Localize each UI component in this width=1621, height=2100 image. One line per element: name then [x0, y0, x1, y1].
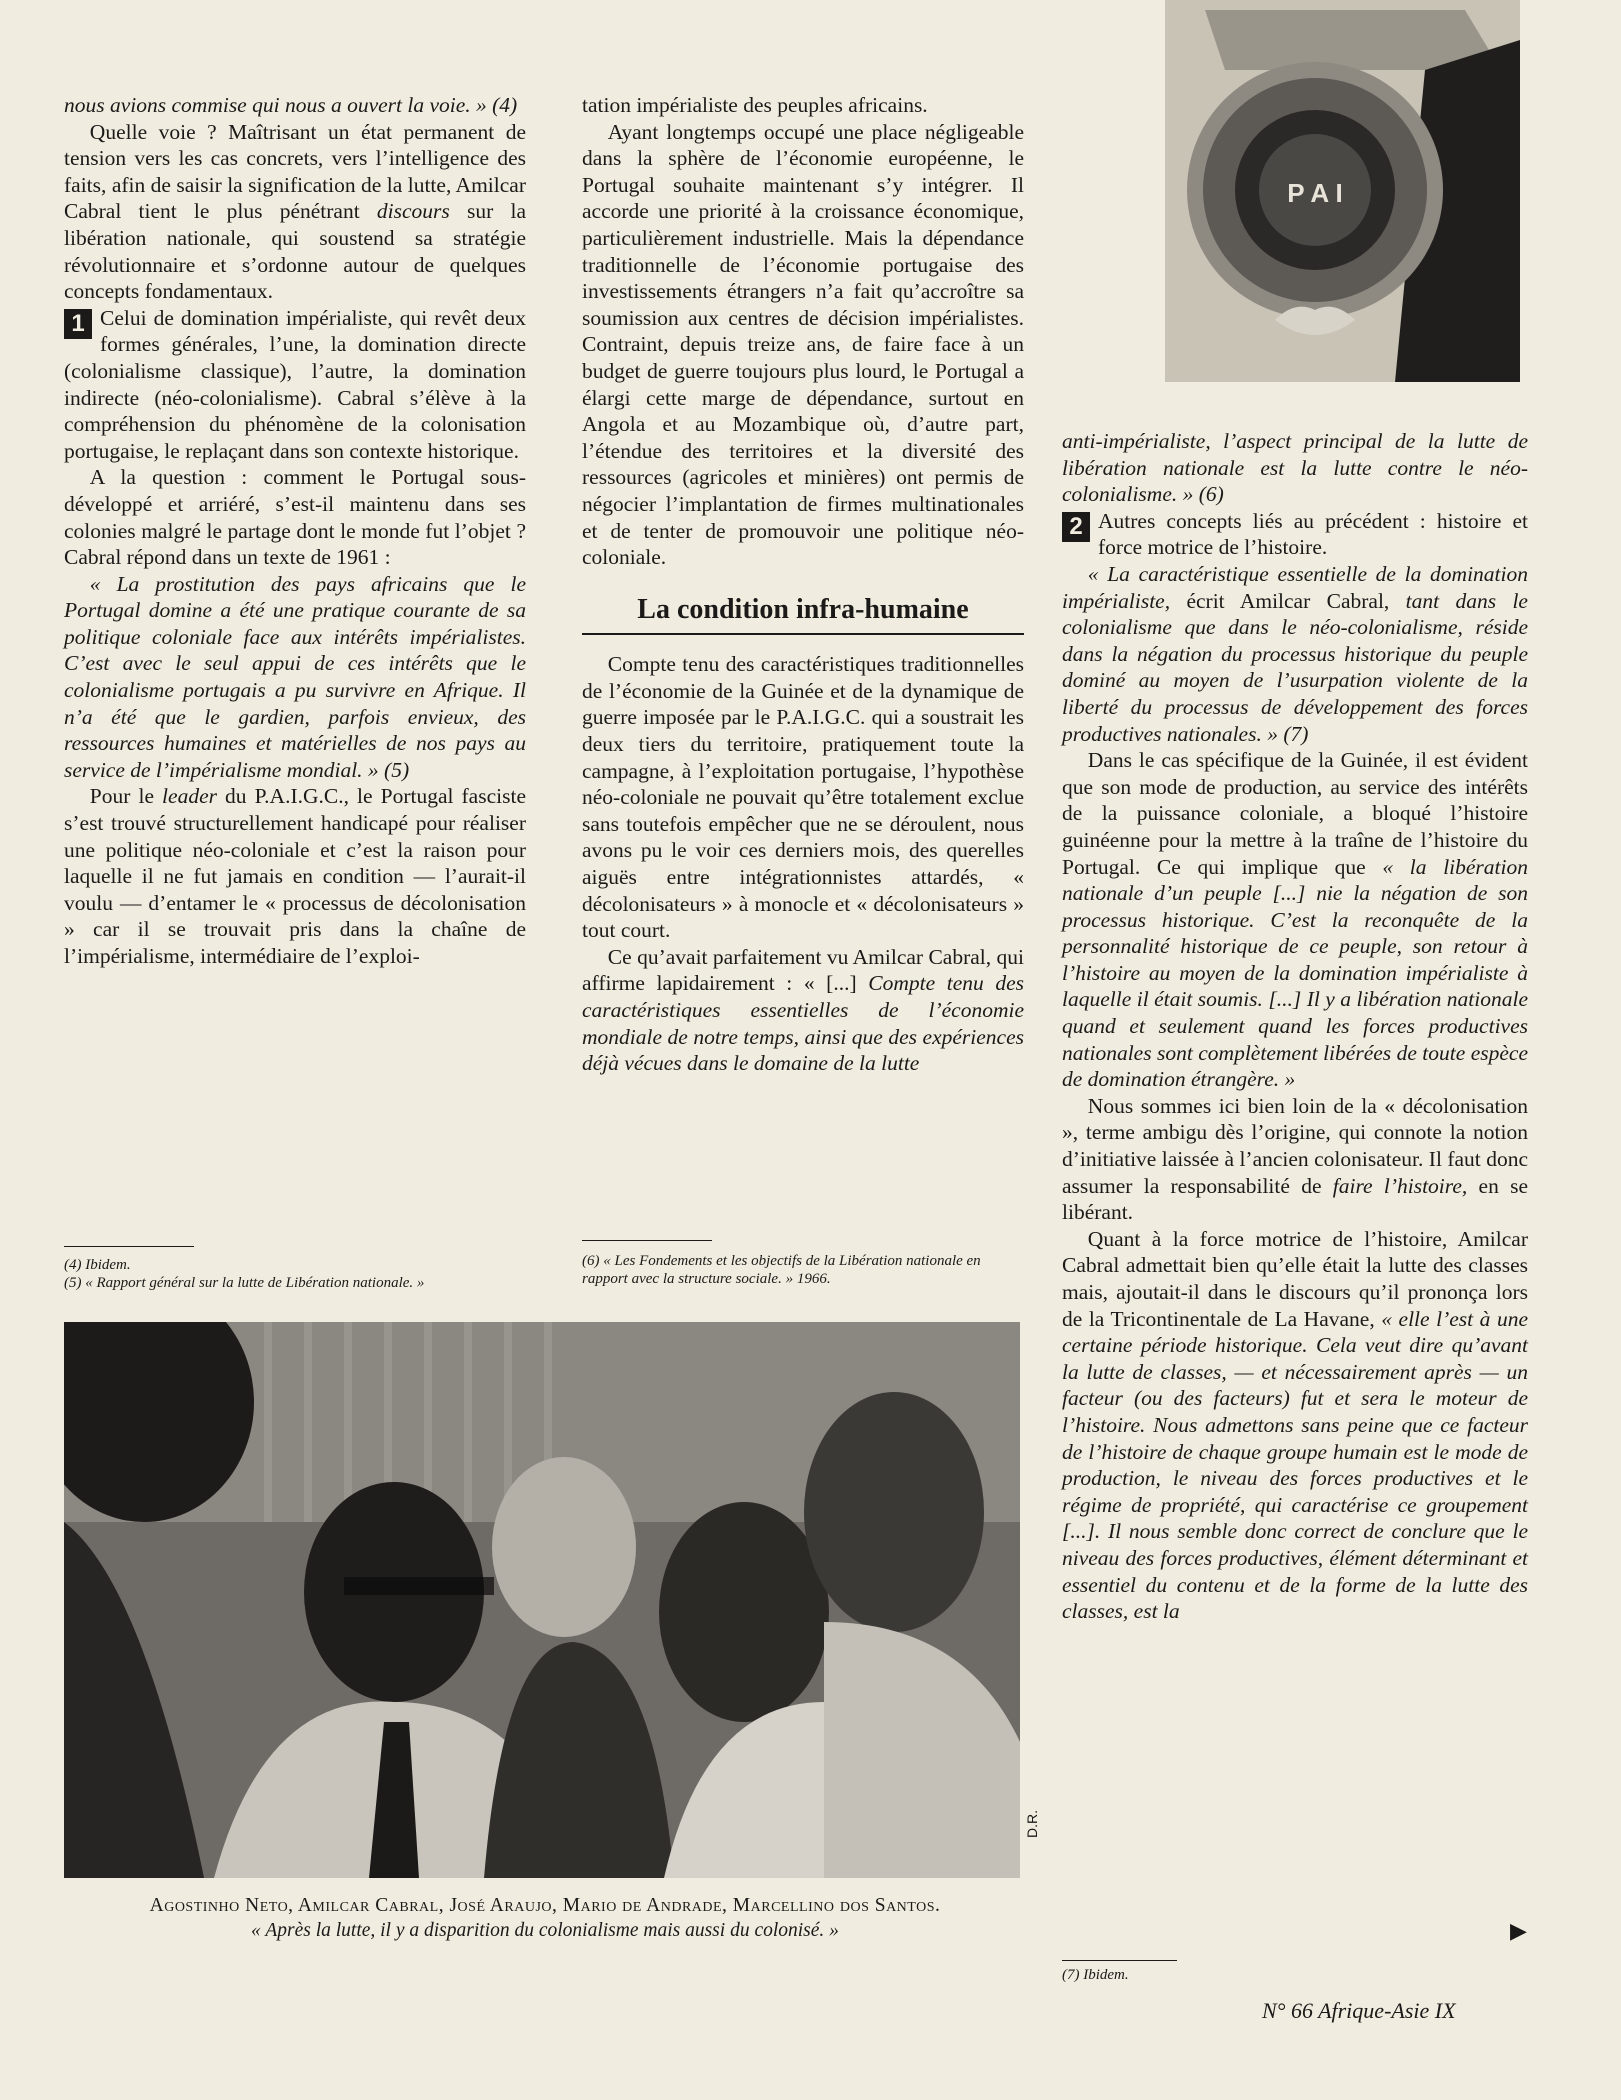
paragraph — [1062, 747, 1528, 1093]
caption-quote: « Après la lutte, il y a disparition du colonialisme mais aussi du colonisé. » — [251, 1920, 839, 1941]
quotation: anti-impérialiste, l’aspect principal de la lutte de libération nationale est la lutte contre le néo-colonialisme. » (6) — [1062, 429, 1528, 507]
party-emblem-photo — [1165, 0, 1520, 382]
text: Quant à la force motrice de l’histoire, Amilcar Cabral admettait bien qu’elle était la lutte des classes mais, ajoutait-il dans le discours qu’il prononça lors de la Tricontinentale de La Havane, — [1062, 1226, 1528, 1331]
text: en se libérant. — [1062, 1173, 1529, 1225]
footnote-rule — [64, 1246, 194, 1247]
paragraph: tation impérialiste des peuples africains. — [582, 93, 928, 117]
text-italic: Compte tenu des caractéristiques essentielles de l’économie mondiale de notre temps, ainsi que des expériences déjà vécues dans le domaine de la lutte — [582, 971, 1024, 1076]
paragraph-section-2 — [1062, 508, 1528, 561]
photo-caption — [100, 1893, 990, 1943]
caption-names: Agostinho Neto, Amilcar Cabral, José Araujo, Mario de Andrade, Marcellino dos Santos. — [149, 1895, 941, 1916]
page-folio: N° 66 Afrique-Asie IX — [1262, 1998, 1456, 2023]
paragraph — [1062, 561, 1528, 747]
emblem-center-text: P A I — [1287, 178, 1343, 208]
paragraph: Compte tenu des caractéristiques traditionnelles de l’économie de la Guinée et de la dynamique de guerre imposée par le P.A.I.G.C. qui a soustrait les deux tiers du territoire, pratiquement toute la campagne, à l’exploitation portugaise, l’hypothèse néo-coloniale ne pouvait qu’être totalement exclue sans toutefois empêcher que ne se déroulent, nous avons pu le voir ces derniers mois, des querelles aiguës entre intégrationnistes attardés, « décolonisateurs » à monocle et « décolonisateurs » tout court. — [582, 652, 1024, 943]
column-1 — [64, 92, 526, 970]
text: Autres concepts liés au précédent : histoire et force motrice de l’histoire. — [1098, 508, 1528, 560]
footnote-7: (7) Ibidem. — [1062, 1967, 1129, 1983]
text-italic: tant dans le colonialisme que dans le néo-colonialisme, réside dans la négation du processus historique du peuple dominé au moyen de l’usurpation violente de la liberté du processus de développement des forces productives nationales. » (7) — [1062, 588, 1528, 746]
text: Pour le — [89, 784, 163, 809]
text-italic: « elle l’est à une certaine période historique. Cela veut dire qu’avant la lutte de classes, — et nécessairement après — un facteur (ou des facteurs) fut et sera le moteur de l’histoire. Nous admettons sans peine que ce facteur de l’histoire de chaque groupe humain est le mode de production, le niveau des forces productives et le régime de propriété, qui caractérise ce groupement [...]. Il nous semble donc correct de conclure que le niveau des forces productives, élément déterminant et essentiel du contenu et de la forme de la lutte des classes, est la — [1062, 1306, 1529, 1624]
photo-graphic — [64, 1322, 1020, 1878]
text: écrit Amilcar Cabral, — [1186, 588, 1390, 613]
paragraph — [64, 783, 526, 969]
text-italic: faire l’histoire, — [1332, 1173, 1468, 1198]
continue-arrow: ▶ — [1510, 1918, 1527, 1943]
quotation: « La prostitution des pays africains que le Portugal domine a été une pratique courante de sa politique coloniale face aux intérêts impérialistes. C’est avec le seul appui de ces intérêts que le colonialisme portugais a pu survivre en Afrique. Il n’a été que le gardien, parfois envieux, des ressources humaines et matérielles de nos pays au service de l’impérialisme mondial. » (5) — [64, 571, 526, 782]
text-italic: leader — [162, 784, 217, 809]
section-number-badge: 2 — [1062, 512, 1090, 542]
paragraph: Ayant longtemps occupé une place négligeable dans la sphère de l’économie européenne, le Portugal souhaite maintenant s’y intégrer. Il accorde une priorité à la croissance économique, particulièrement industrielle. Mais la dépendance traditionnelle de l’économie portugaise des investissements étrangers n’a fait qu’accroître sa soumission aux centres de décision impérialistes. Contraint, depuis treize ans, de faire face à un budget de guerre toujours plus lourd, le Portugal a élargi cette marge de dépendance, surtout en Angola et au Mozambique où, d’autre part, l’étendue des territoires et la diversité des ressources (agricoles et minières) ont permis de négocier l’implantation de firmes multinationales et de tenter de promouvoir une politique néo-coloniale. — [582, 119, 1024, 570]
footnotes-col1 — [64, 1256, 526, 1292]
text-italic: « la libération nationale d’un peuple [...] nie la négation de son processus historique. C’est la reconquête de la personnalité historique de ce peuple, son retour à l’histoire au moyen de la domination impérialiste à laquelle il était soumis. [...] Il y a libération nationale quand et seulement quand les forces productives nationales sont complètement libérées de toute espèce de domination étrangère. » — [1062, 854, 1528, 1092]
group-photograph — [64, 1322, 1020, 1878]
paragraph — [582, 944, 1024, 1077]
text: Quelle voie ? Maîtrisant un état permanent de tension vers les cas concrets, vers l’intelligence des faits, afin de saisir la signification de la lutte, Amilcar Cabral tient le plus pénétrant — [64, 119, 526, 224]
paragraph — [64, 119, 526, 305]
text: Dans le cas spécifique de la Guinée, il est évident que son mode de production, au service des intérêts de la puissance coloniale, a bloqué l’histoire guinéenne pour la mettre à la traîne de l’histoire du Portugal. Ce qui implique que — [1062, 748, 1528, 879]
text: du P.A.I.G.C., le Portugal fasciste s’est trouvé structurellement handicapé pour réaliser une politique néo-coloniale et c’est la raison pour laquelle il ne fut jamais en condition — l’aurait-il voulu — d’entamer le « processus de décolonisation » car il se trouvait pris dans la chaîne de l’impérialisme, intermédiaire de l’exploi- — [64, 784, 526, 968]
text-italic: « La caractéristique essentielle de la domination impérialiste, — [1062, 561, 1528, 613]
paragraph: A la question : comment le Portugal sous-développé et arriéré, s’est-il maintenu dans ses colonies malgré le partage dont le monde fut l’objet ? Cabral répond dans un texte de 1961 : — [64, 465, 526, 570]
column-2 — [582, 92, 1024, 1077]
footnote-rule — [1062, 1960, 1177, 1961]
section-number-badge: 1 — [64, 309, 92, 339]
text: sur la libération nationale, qui soustend sa stratégie révolutionnaire et s’ordonne autour de quelques concepts fondamentaux. — [64, 199, 526, 304]
column-3 — [1062, 428, 1528, 1625]
footnote-6: (6) « Les Fondements et les objectifs de la Libération nationale en rapport avec la structure sociale. » 1966. — [582, 1253, 981, 1287]
text: Celui de domination impérialiste, qui revêt deux formes générales, l’une, la domination directe (colonialisme classique), l’autre, la domination indirecte (néo-colonialisme). Cabral s’élève à la compréhension du phénomène de la colonisation portugaise, le replaçant dans son contexte historique. — [64, 305, 526, 463]
paragraph: nous avions commise qui nous a ouvert la voie. » (4) — [64, 93, 518, 117]
paragraph — [1062, 1226, 1528, 1625]
footnote-rule — [582, 1240, 712, 1241]
emblem-graphic — [1165, 0, 1520, 382]
paragraph-section-1 — [64, 305, 526, 465]
text: Ce qu’avait parfaitement vu Amilcar Cabral, qui affirme lapidairement : « [...] — [582, 944, 1024, 996]
footnote-4: (4) Ibidem. — [64, 1257, 131, 1273]
text: Nous sommes ici bien loin de la « décolonisation », terme ambigu dès l’origine, qui connote la notion d’initiative laissée à l’ancien colonisateur. Il faut donc assumer la responsabilité de — [1062, 1093, 1528, 1198]
text-italic: discours — [376, 199, 450, 224]
photo-credit: D.R. — [1024, 1810, 1040, 1838]
section-subheading: La condition infra-humaine — [582, 597, 1024, 636]
paragraph — [1062, 1093, 1528, 1226]
footnote-5: (5) « Rapport général sur la lutte de Libération nationale. » — [64, 1275, 425, 1291]
